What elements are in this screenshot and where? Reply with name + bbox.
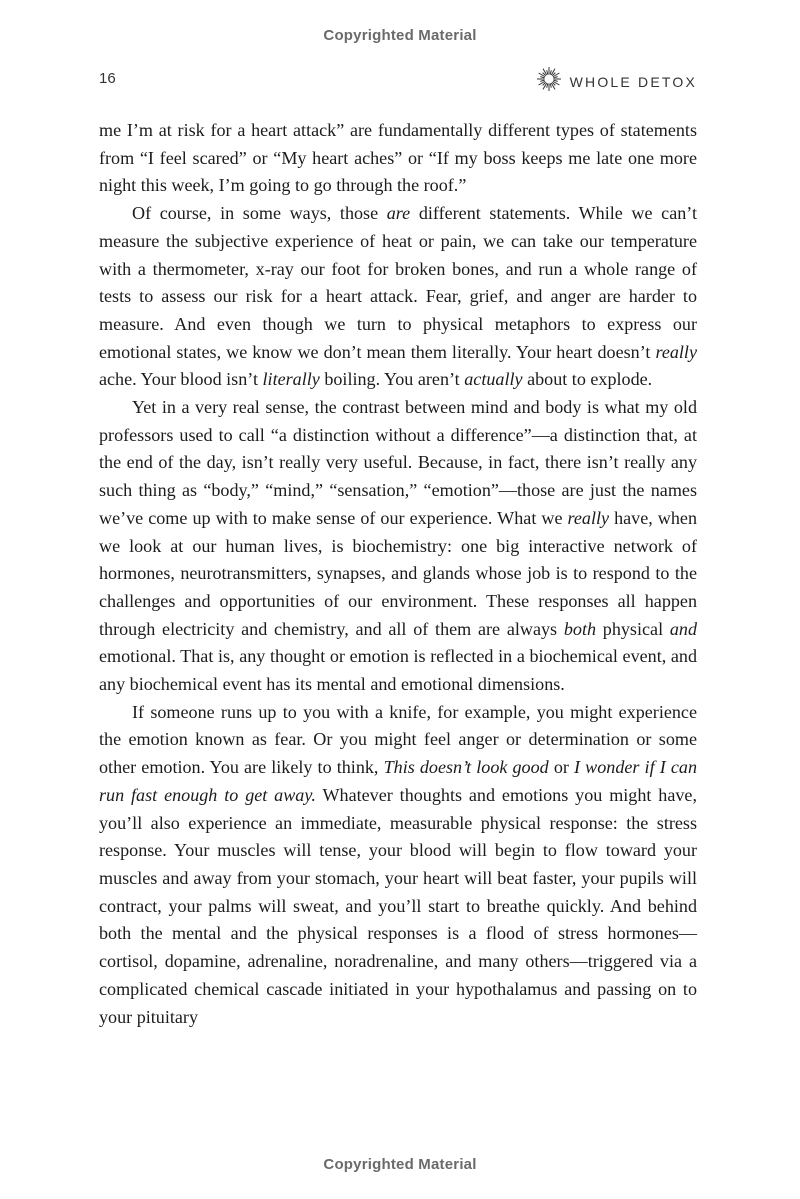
italic-text: and: [669, 618, 697, 639]
paragraph: [99, 200, 697, 394]
italic-text: literally: [262, 369, 320, 390]
italic-text: both: [563, 618, 597, 639]
text-run: Whatever thoughts and emotions you might have, you’ll also experience an immediate, measurable physical response: the stress response. Your muscles will tense, your blood will begin to flow toward your muscles and away from your stomach, your heart will beat faster, your pupils will contract, your palms will sweat, and you’ll start to breathe quickly. And behind both the mental and the physical responses is a flood of stress hormones—cortisol, dopamine, adrenaline, noradrenaline, and many others—triggered via a complicated chemical cascade initiated in your hypothalamus and passing on to your pituitary: [99, 784, 697, 1027]
italic-text: actually: [464, 369, 523, 390]
page-number: 16: [99, 70, 116, 87]
italic-text: This doesn’t look good: [383, 757, 549, 778]
text-run: about to explode.: [522, 369, 653, 390]
copyright-watermark-top: Copyrighted Material: [323, 27, 477, 44]
text-run: me I’m at risk for a heart attack” are fundamentally different types of statements from “I feel scared” or “My heart aches” or “If my boss keeps me late one more night this week, I’m going to go through the roof.”: [99, 120, 697, 196]
paragraph: [99, 699, 697, 1031]
body-text: [99, 117, 697, 1031]
copyright-watermark-bottom: Copyrighted Material: [323, 1156, 477, 1173]
italic-text: really: [567, 507, 610, 528]
italic-text: really: [655, 341, 697, 362]
book-title: WHOLE DETOX: [569, 73, 697, 90]
text-run: physical: [596, 618, 670, 639]
paragraph: [99, 394, 697, 699]
paragraph: [99, 117, 697, 200]
text-run: Yet in a very real sense, the contrast between mind and body is what my old professors used to call “a distinction without a difference”—a distinction that, at the end of the day, isn’t really very useful. Because, in fact, there isn’t really any such thing as “body,” “mind,” “sensation,” “emotion”—those are just the names we’ve come up with to make sense of our experience. What we: [99, 397, 697, 528]
text-run: ache. Your blood isn’t: [99, 369, 263, 390]
text-run: Of course, in some ways, those: [132, 203, 387, 224]
text-run: have, when we look at our human lives, is biochemistry: one big interactive network of hormones, neurotransmitters, synapses, and glands whose job is to respond to the challenges and opportunities of our environment. These responses all happen through electricity and chemistry, and all of them are always: [99, 507, 697, 639]
italic-text: are: [386, 203, 411, 224]
text-run: different statements. While we can’t measure the subjective experience of heat or pain, we can take our temperature with a thermometer, x-ray our foot for broken bones, and run a whole range of tests to assess our risk for a heart attack. Fear, grief, and anger are harder to measure. And even though we turn to physical metaphors to express our emotional states, we know we don’t mean them literally. Your heart doesn’t: [99, 203, 697, 362]
text-run: If someone runs up to you with a knife, for example, you might experience the emotion known as fear. Or you might feel anger or determination or some other emotion. You are likely to think,: [99, 701, 697, 778]
text-run: or: [548, 757, 575, 778]
sunburst-icon: [536, 66, 562, 97]
italic-text: I wonder if I can run fast enough to get away.: [99, 757, 697, 805]
running-head: [536, 66, 697, 97]
text-run: emotional. That is, any thought or emotion is reflected in a biochemical event, and any biochemical event has its mental and emotional dimensions.: [99, 646, 697, 695]
text-run: boiling. You aren’t: [319, 369, 465, 390]
